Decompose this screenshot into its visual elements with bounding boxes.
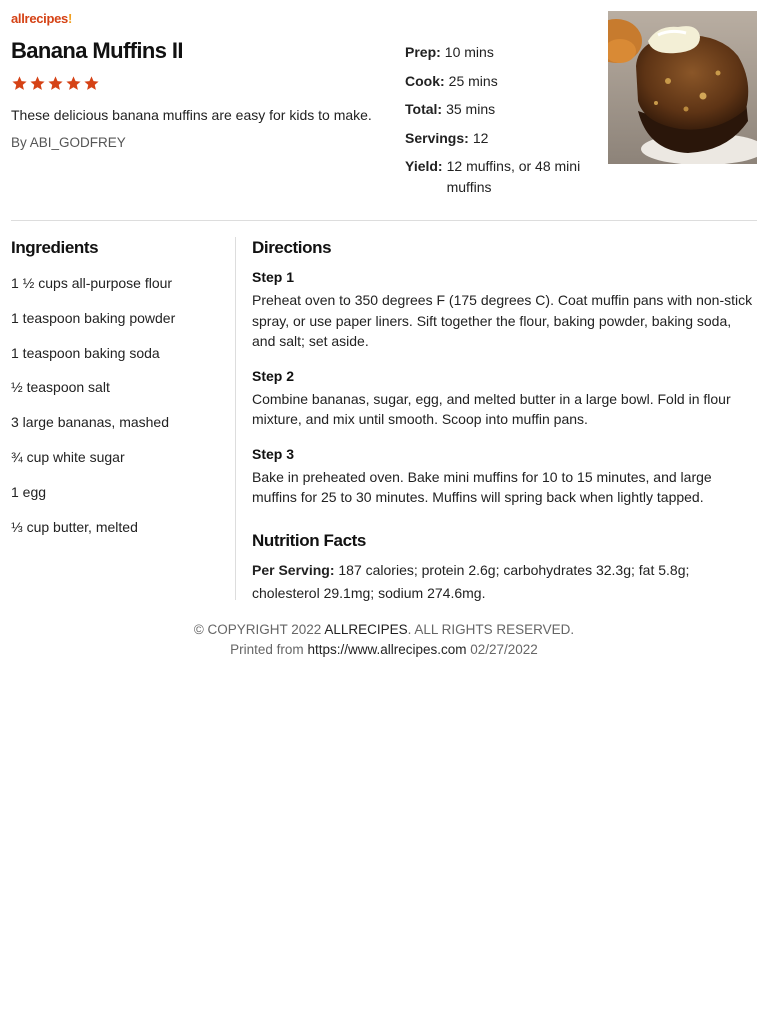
ingredient-item: 1 teaspoon baking soda (11, 344, 160, 361)
printed-url-link[interactable]: https://www.allrecipes.com (307, 642, 467, 657)
star-icon (47, 75, 64, 92)
recipe-summary: These delicious banana muffins are easy for kids to make. (11, 107, 372, 123)
copyright-prefix: © COPYRIGHT 2022 (193, 622, 325, 637)
printed-date: 02/27/2022 (466, 642, 538, 657)
logo-text: allrecipes (11, 11, 68, 26)
star-icon (65, 75, 82, 92)
recipe-print-page (11, 10, 757, 601)
ingredients-heading: Ingredients (11, 238, 99, 257)
step-title: Step 2 (252, 367, 295, 384)
nutrition-values: 187 calories; protein 2.6g; carbohydrates 32.3g; fat 5.8g; cholesterol 29.1mg; sodium 274.6mg. (252, 561, 690, 601)
meta-prep (405, 42, 595, 63)
step-text: Preheat oven to 350 degrees F (175 degrees C). Coat muffin pans with non-stick spray, or use paper liners. Sift together the flour, baking powder, baking soda, and salt; set aside. (252, 292, 753, 349)
allrecipes-logo[interactable] (11, 10, 391, 28)
header-divider (11, 220, 757, 221)
recipe-header (11, 10, 757, 210)
ingredient-item: 1 teaspoon baking powder (11, 309, 176, 326)
ingredients-list (11, 274, 235, 536)
per-serving-label: Per Serving: (252, 561, 335, 578)
meta-value: 25 mins (448, 72, 498, 89)
copyright-line (0, 620, 768, 640)
ingredient-item: 3 large bananas, mashed (11, 414, 169, 431)
recipe-meta (405, 42, 595, 206)
copyright-suffix: . ALL RIGHTS RESERVED. (407, 622, 575, 637)
directions-heading: Directions (252, 238, 332, 257)
meta-cook (405, 71, 595, 92)
ingredient-item: 1 egg (11, 483, 47, 500)
meta-label: Yield: (405, 158, 443, 174)
printed-from-line (0, 640, 768, 660)
recipe-photo (608, 11, 757, 164)
meta-value: 12 muffins, or 48 mini muffins (446, 158, 581, 195)
directions-section (252, 237, 757, 605)
star-icon (83, 75, 100, 92)
nutrition-section (252, 530, 757, 605)
step-title: Step 3 (252, 445, 295, 462)
meta-total (405, 99, 595, 120)
ingredients-section (11, 237, 236, 600)
page-footer (0, 620, 768, 660)
star-icon (29, 75, 46, 92)
meta-yield (405, 156, 595, 198)
nutrition-facts (252, 559, 757, 605)
nutrition-heading: Nutrition Facts (252, 530, 366, 550)
recipe-author: By ABI_GODFREY (11, 135, 126, 150)
printed-prefix: Printed from (230, 642, 308, 657)
copyright-brand: ALLRECIPES (324, 622, 408, 637)
recipe-title: Banana Muffins II (11, 38, 183, 63)
recipe-header-info (11, 10, 391, 152)
step-text: Bake in preheated oven. Bake mini muffins for 10 to 15 minutes, and large muffins for 25 to 30 minutes. Muffins will spring back when lightly tapped. (252, 468, 712, 505)
meta-servings (405, 128, 595, 149)
logo-mark: ! (68, 11, 73, 26)
ingredient-item: ⅓ cup butter, melted (11, 518, 138, 535)
rating-stars (11, 75, 391, 93)
ingredient-item: 1 ½ cups all-purpose flour (11, 275, 173, 291)
meta-value: 10 mins (444, 44, 494, 60)
muffin-image (608, 11, 757, 164)
meta-value: 12 (472, 129, 489, 146)
star-icon (11, 75, 28, 92)
ingredient-item: ½ teaspoon salt (11, 379, 110, 396)
step-text: Combine bananas, sugar, egg, and melted butter in a large bowl. Fold in flour mixture, and mix until smooth. Scoop into muffin pans. (252, 390, 731, 427)
meta-value: 35 mins (446, 101, 496, 117)
meta-label: Servings: (405, 129, 469, 146)
step-title: Step 1 (252, 269, 295, 285)
meta-label: Total: (405, 101, 443, 117)
ingredient-item: ¾ cup white sugar (11, 448, 125, 465)
meta-label: Prep: (405, 44, 441, 60)
meta-label: Cook: (405, 72, 445, 89)
